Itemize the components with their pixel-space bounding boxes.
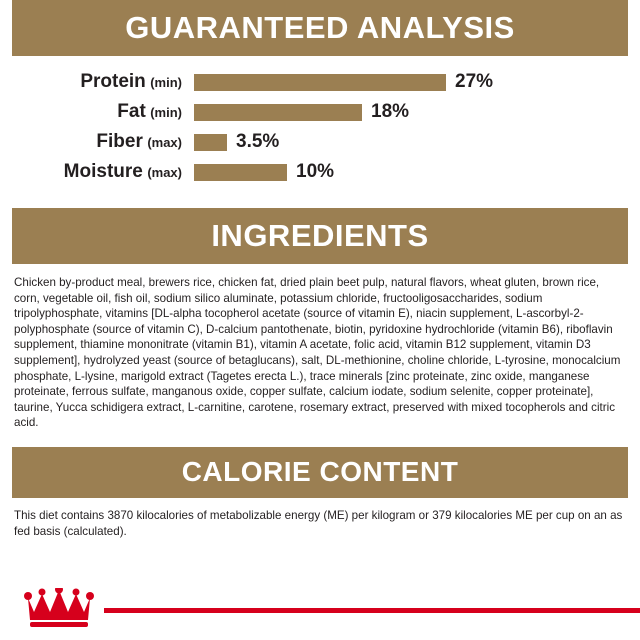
guaranteed-analysis-header: GUARANTEED ANALYSIS (12, 0, 628, 56)
nutrient-qualifier: (min) (150, 105, 182, 120)
nutrient-qualifier: (min) (150, 75, 182, 90)
nutrient-bar (194, 104, 362, 121)
guaranteed-analysis-table (12, 70, 628, 184)
nutrient-qualifier: (max) (147, 165, 182, 180)
nutrient-name: Protein (80, 71, 146, 92)
nutrient-bar (194, 164, 287, 181)
nutrient-bar (194, 134, 227, 151)
nutrient-value: 18% (371, 101, 410, 122)
nutrient-name: Fiber (96, 131, 143, 152)
royal-canin-crown-logo (22, 588, 96, 632)
nutrient-qualifier: (max) (147, 135, 182, 150)
table-row (22, 130, 622, 154)
nutrient-value: 3.5% (236, 131, 280, 152)
table-row (22, 70, 622, 94)
nutrient-bar (194, 74, 446, 91)
nutrient-value: 27% (455, 71, 494, 92)
table-row (22, 160, 622, 184)
ingredients-body: Chicken by-product meal, brewers rice, chicken fat, dried plain beet pulp, natural flavors, wheat gluten, brown rice, corn, vegetable oil, fish oil, sodium silico aluminate, potassium chloride, fructooligosaccharides, sodium tripolyphosphate, vitamins [DL-alpha tocopherol acetate (source of vitamin E), niacin supplement, L-ascorbyl-2-polyphosphate (source of vitamin C), D-calcium pantothenate, biotin, pyridoxine hydrochloride (vitamin B6), riboflavin supplement, thiamine mononitrate (vitamin B1), vitamin A acetate, folic acid, vitamin B12 supplement, vitamin D3 supplement], hydrolyzed yeast (source of betaglucans), salt, DL-methionine, choline chloride, L-tyrosine, monocalcium phosphate, L-lysine, marigold extract (Tagetes erecta L.), trace minerals [zinc proteinate, zinc oxide, manganese proteinate, ferrous sulfate, manganous oxide, copper sulfate, calcium iodate, sodium selenite, copper proteinate], taurine, Yucca schidigera extract, L-carnitine, carotene, rosemary extract, preserved with mixed tocopherols and citric acid. (14, 276, 621, 430)
ingredients-header: INGREDIENTS (12, 208, 628, 264)
row-label (22, 131, 194, 153)
nutrient-name: Moisture (63, 161, 143, 182)
calorie-content-body: This diet contains 3870 kilocalories of metabolizable energy (ME) per kilogram or 379 kilocalories ME per cup on an as fed basis (calculated). (14, 508, 623, 538)
footer (0, 582, 640, 640)
row-label (22, 71, 194, 93)
table-row (22, 100, 622, 124)
calorie-content-header: CALORIE CONTENT (12, 447, 628, 498)
nutrient-name: Fat (117, 101, 146, 122)
footer-rule (104, 608, 640, 613)
row-label (22, 101, 194, 123)
row-label (22, 161, 194, 183)
nutrient-value: 10% (296, 161, 335, 182)
